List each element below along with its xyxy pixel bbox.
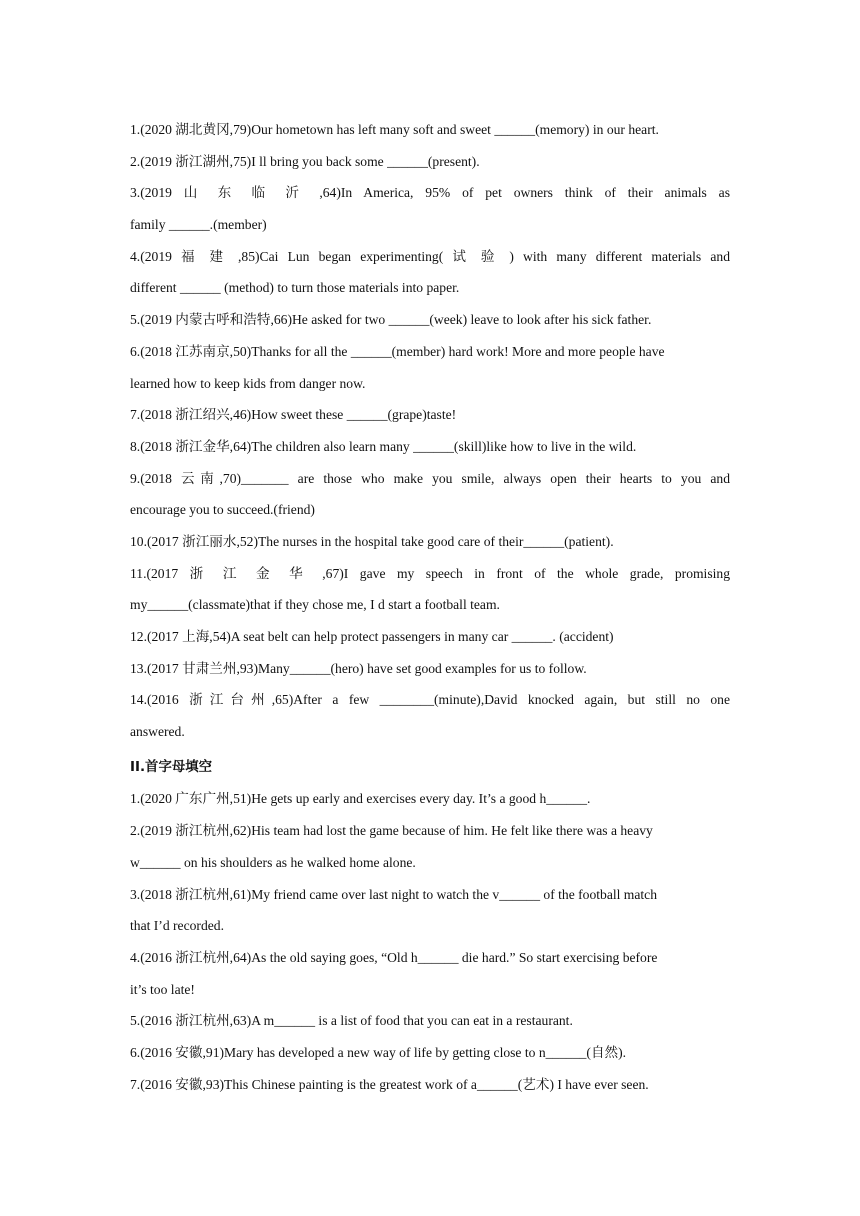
exercise-line: 1.(2020 广东广州,51)He gets up early and exercises every day. It’s a good h______.	[130, 791, 591, 807]
exercise-line: 5.(2019 内蒙古呼和浩特,66)He asked for two ______(week) leave to look after his sick father.	[130, 312, 652, 328]
exercise-line: 12.(2017 上海,54)A seat belt can help protect passengers in many car ______. (accident)	[130, 629, 614, 644]
exercise-line: 3.(2018 浙江杭州,61)My friend came over last night to watch the v______ of the football match	[130, 886, 658, 902]
section-heading: II.首字母填空	[130, 759, 213, 775]
exercise-line: 1.(2020 湖北黄冈,79)Our hometown has left many soft and sweet ______(memory) in our heart.	[130, 122, 659, 137]
exercise-line: 4.(2019 福 建 ,85)Cai Lun began experimenting( 试 验 ) with many different materials and	[130, 248, 730, 264]
exercise-line: 6.(2018 江苏南京,50)Thanks for all the ______(member) hard work! More and more people have	[130, 343, 665, 359]
exercise-line: 7.(2018 浙江绍兴,46)How sweet these ______(grape)taste!	[130, 407, 457, 423]
exercise-line: 10.(2017 浙江丽水,52)The nurses in the hospital take good care of their______(patient).	[130, 533, 614, 549]
exercise-line: that I’d recorded.	[130, 918, 224, 934]
exercise-line: 11.(2017 浙 江 金 华 ,67)I gave my speech in front of the whole grade, promising	[130, 565, 730, 581]
exercise-line: different ______ (method) to turn those materials into paper.	[130, 280, 460, 296]
exercise-line: 2.(2019 浙江湖州,75)I ll bring you back some ______(present).	[130, 153, 480, 169]
exercise-line: encourage you to succeed.(friend)	[130, 502, 315, 518]
exercise-line: 3.(2019 山 东 临 沂 ,64)In America, 95% of pet owners think of their animals as	[130, 185, 730, 201]
exercise-line: answered.	[130, 724, 185, 740]
exercise-line: 9.(2018 云南,70)_______ are those who make you smile, always open their hearts to you and	[130, 470, 730, 486]
exercise-line: 5.(2016 浙江杭州,63)A m______ is a list of food that you can eat in a restaurant.	[130, 1013, 573, 1029]
exercise-line: 14.(2016 浙江台州,65)After a few ________(minute),David knocked again, but still no one	[130, 692, 730, 708]
exercise-line: learned how to keep kids from danger now.	[130, 375, 366, 391]
exercise-line: family ______.(member)	[130, 217, 267, 233]
exercise-line: 8.(2018 浙江金华,64)The children also learn many ______(skill)like how to live in the wild.	[130, 438, 637, 454]
document-page	[130, 114, 730, 1100]
exercise-line: 13.(2017 甘肃兰州,93)Many______(hero) have set good examples for us to follow.	[130, 660, 587, 676]
exercise-line: my______(classmate)that if they chose me, I d start a football team.	[130, 597, 500, 613]
exercise-line: it’s too late!	[130, 981, 195, 997]
exercise-line: 2.(2019 浙江杭州,62)His team had lost the game because of him. He felt like there was a heavy	[130, 823, 653, 839]
exercise-line: 6.(2016 安徽,91)Mary has developed a new way of life by getting close to n______(自然).	[130, 1044, 627, 1060]
exercise-line: 4.(2016 浙江杭州,64)As the old saying goes, “Old h______ die hard.” So start exercising before	[130, 949, 658, 965]
exercise-line: 7.(2016 安徽,93)This Chinese painting is the greatest work of a______(艺术) I have ever seen.	[130, 1076, 649, 1092]
exercise-line: w______ on his shoulders as he walked home alone.	[130, 854, 416, 870]
